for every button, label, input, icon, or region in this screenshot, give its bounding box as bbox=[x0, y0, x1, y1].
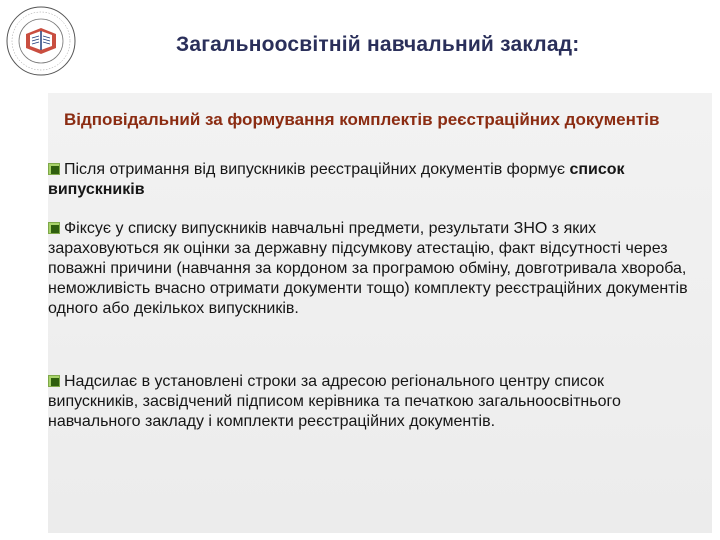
bullet-text-2: Фіксує у списку випускників навчальні предмети, результати ЗНО з яких зараховуються як оцінки за державну підсумкову атестацію, факт відсутності через поважні причини (навчання за кордоном за програмою обміну, довготривала хвороба, неможливість вчасно отримати документи тощо) комплекту реєстраційних документів одного або декількох випускників. bbox=[48, 220, 688, 317]
bullet-item-2 bbox=[48, 219, 698, 319]
page-title: Загальноосвітній навчальний заклад: bbox=[176, 33, 580, 56]
square-bullet-icon bbox=[48, 163, 60, 175]
section-subtitle: Відповідальний за формування комплектів реєстраційних документів bbox=[64, 110, 660, 129]
square-bullet-icon bbox=[48, 375, 60, 387]
logo-seal-icon bbox=[4, 4, 78, 78]
bullet-text-3: Надсилає в установлені строки за адресою регіонального центру список випускників, засвідчений підписом керівника та печаткою загальноосвітнього навчального закладу і комплекти реєстраційних документів. bbox=[48, 373, 621, 430]
bullet-item-3 bbox=[48, 372, 698, 432]
bullet-bold-1: список випускників bbox=[48, 161, 625, 198]
bullet-item-1 bbox=[48, 160, 698, 200]
square-bullet-icon bbox=[48, 222, 60, 234]
bullet-text-1: Після отримання від випускників реєстраційних документів формує bbox=[64, 161, 570, 178]
